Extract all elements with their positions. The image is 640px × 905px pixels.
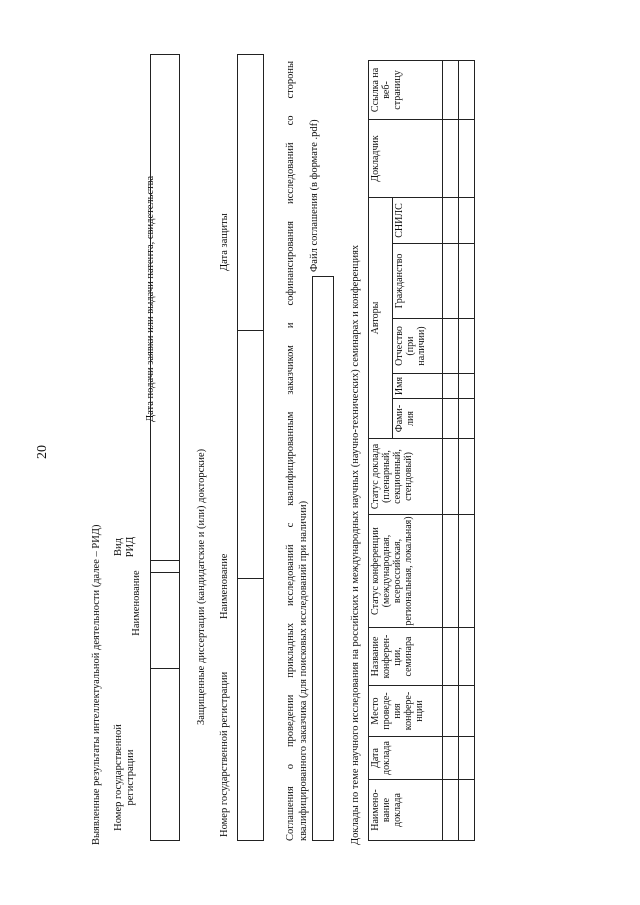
agreement-file-label: Файл соглашения (в формате .pdf) xyxy=(309,119,320,272)
rid-table xyxy=(150,54,180,841)
table-row xyxy=(443,60,459,840)
agreement-text-line-1: Соглашения о проведении прикладных исследований с квалифицированным заказчиком и софинансирования исследований со стороны xyxy=(285,61,296,841)
dissertation-section-title: Защищенные диссертации (кандидатские и (или) докторские) xyxy=(196,448,207,725)
reports-header-name: Наимено-вание доклада xyxy=(369,780,443,841)
rid-header-type: Вид РИД xyxy=(113,536,136,558)
reports-header-conf-status: Статус конференции (международная, всероссийская, региональная, локальная) xyxy=(369,515,443,628)
rid-header-date: Дата подачи заявки или выдачи патента, свидетельства xyxy=(145,175,156,422)
rid-divider-2 xyxy=(150,572,180,573)
reports-header-conf-name: Название конферен-ции, семинара xyxy=(369,628,443,686)
reports-header-date: Дата доклада xyxy=(369,737,443,780)
reports-header-surname: Фами-лия xyxy=(393,399,443,439)
reports-header-row-1 xyxy=(369,60,393,840)
rid-section-title: Выявленные результаты интеллектуальной деятельности (далее – РИД) xyxy=(91,524,102,845)
reports-header-authors: Авторы xyxy=(369,197,393,438)
dissertation-header-reg-number: Номер государственной регистрации xyxy=(219,671,230,837)
reports-header-citizenship: Гражданство xyxy=(393,244,443,319)
rid-divider-1 xyxy=(150,668,180,669)
table-row xyxy=(459,60,475,840)
reports-header-first-name: Имя xyxy=(393,374,443,399)
dissertation-header-name: Наименование xyxy=(219,553,230,619)
reports-header-speaker: Докладчик xyxy=(369,119,443,197)
dissertation-header-date: Дата защиты xyxy=(219,213,230,271)
reports-header-report-status: Статус доклада (пленарный, секционный, стендовый) xyxy=(369,439,443,515)
dissertation-table xyxy=(237,54,264,841)
rid-divider-3 xyxy=(150,560,180,561)
reports-table xyxy=(368,60,475,841)
agreement-file-field xyxy=(312,276,334,841)
reports-header-snils: СНИЛС xyxy=(393,197,443,243)
rid-header-reg-number: Номер государственной регистрации xyxy=(113,724,136,831)
agreement-text-line-2: квалифицированного заказчика (для поисковых исследований при наличии) xyxy=(298,500,309,841)
reports-section-title: Доклады по теме научного исследования на российских и международных научных (научно-технических) семинарах и конференциях xyxy=(350,244,361,845)
reports-header-patronymic: Отчество (при наличии) xyxy=(393,319,443,374)
reports-header-link: Ссылка на веб-страницу xyxy=(369,60,443,119)
dissertation-divider-1 xyxy=(237,578,264,579)
page-number: 20 xyxy=(35,445,50,459)
dissertation-divider-2 xyxy=(237,330,264,331)
rid-header-name: Наименование xyxy=(131,570,142,636)
reports-header-place: Место проведе-ния конфере-нции xyxy=(369,686,443,737)
